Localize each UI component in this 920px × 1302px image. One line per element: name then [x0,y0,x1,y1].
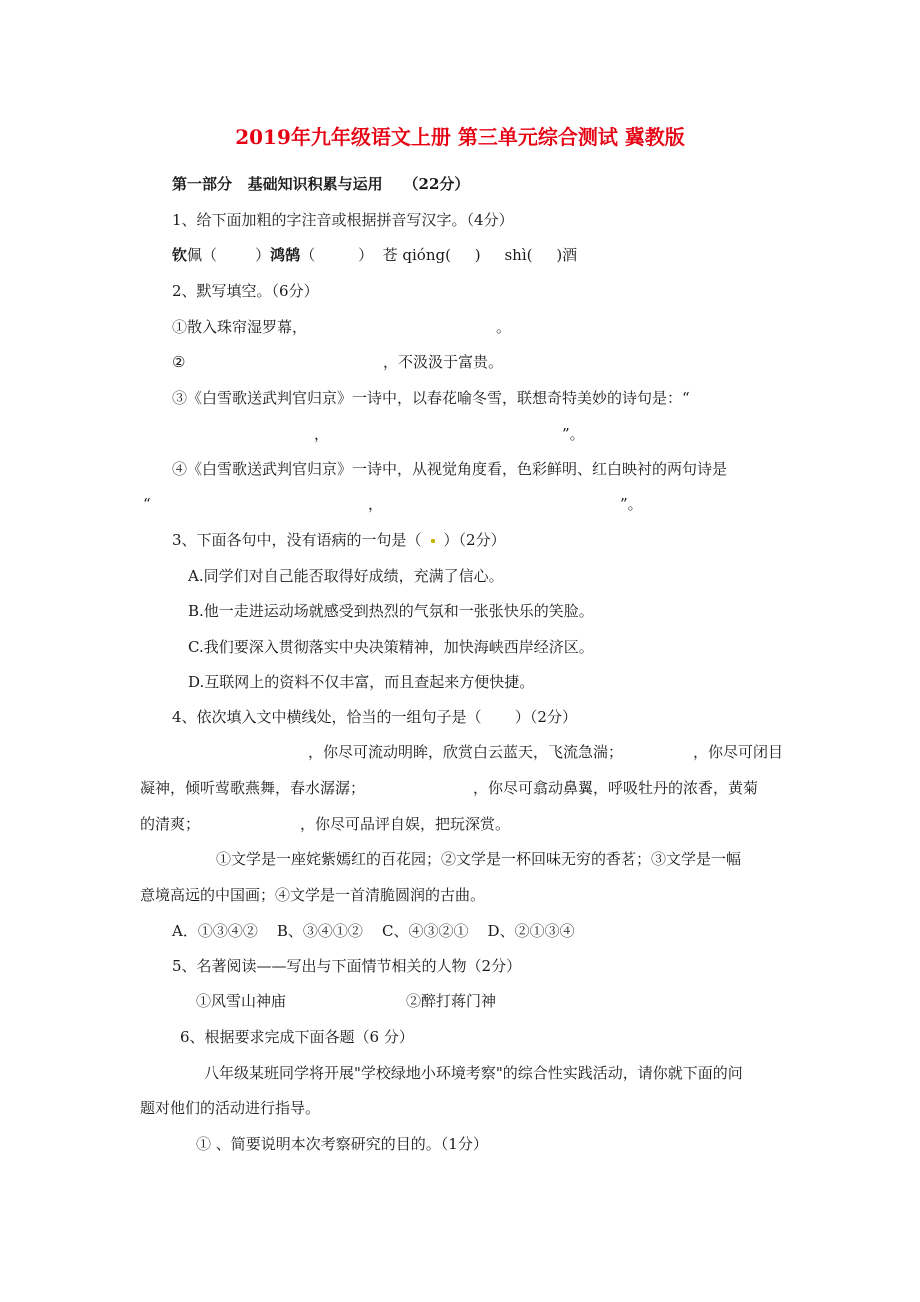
document-title: 2019年九年级语文上册 第三单元综合测试 冀教版 [235,125,685,149]
q2-line-1-end: 。 [496,318,512,336]
q4-passage-1b: ，你尽可闭目 [693,743,784,761]
q1-items [172,245,577,265]
q4-options-1: ①文学是一座姹紫嫣红的百花园；②文学是一杯回味无穷的香茗；③文学是一幅 [216,850,742,868]
q4-passage-3a: 的清爽； [140,815,201,833]
q1-bold-word-2: 鸿鹄 [270,246,301,264]
q3-answer-blank [422,530,444,550]
q4-passage-2b: ，你尽可翕动鼻翼，呼吸牡丹的浓香，黄菊 [473,779,759,797]
q5-item-b: ②醉打蒋门神 [406,992,497,1010]
q2-line-1: ①散入珠帘湿罗幕， [172,318,308,336]
highlight-mark [431,539,435,543]
q2-line-3: ③《白雪歌送武判官归京》一诗中，以春花喻冬雪，联想奇特美妙的诗句是：“ [172,389,690,407]
q3-stem-end: ）（2分） [443,531,506,549]
q5-item-a: ①风雪山神庙 [196,992,287,1010]
q2-line-4: ④《白雪歌送武判官归京》一诗中，从视觉角度看，色彩鲜明、红白映衬的两句诗是 [172,460,728,478]
q2-line-2-end: ，不汲汲于富贵。 [383,353,504,371]
q2-line-3-close: ”。 [562,425,585,443]
q6-stem: 6、根据要求完成下面各题（6 分） [180,1028,414,1046]
q4-choices: A．①③④② B、③④①② C、④③②① D、②①③④ [172,922,575,940]
q2-line-4-open: “ [143,495,151,513]
q4-options-2: 意境高远的中国画；④文学是一首清脆圆润的古曲。 [140,886,486,904]
q6-subquestion-1: ① 、简要说明本次考察研究的目的。（1分） [196,1135,488,1153]
q6-paragraph-1: 八年级某班同学将开展"学校绿地小环境考察"的综合性实践活动，请你就下面的问 [204,1064,743,1082]
part1-heading: 第一部分 基础知识积累与运用 （22分） [172,175,470,193]
q3-option-a: A.同学们对自己能否取得好成绩，充满了信心。 [188,567,504,585]
q3-option-d: D.互联网上的资料不仅丰富，而且查起来方便快捷。 [188,673,535,691]
q3-stem-start: 3、下面各句中，没有语病的一句是（ [172,531,422,549]
q2-line-4-comma: ， [368,495,384,513]
q2-line-4-close: ”。 [620,495,643,513]
q3-option-c: C.我们要深入贯彻落实中央决策精神，加快海峡西岸经济区。 [188,638,594,656]
q2-stem: 2、默写填空。（6分） [172,282,319,300]
q1-item-rest: （ ） 苍 qióng( ) shì( )酒 [300,246,578,264]
q1-stem: 1、给下面加粗的字注音或根据拼音写汉字。（4分） [172,211,514,229]
q1-bold-word-1: 钦 [172,246,188,264]
q3-stem [172,530,506,550]
q6-paragraph-2: 题对他们的活动进行指导。 [140,1099,321,1117]
q5-stem: 5、名著阅读——写出与下面情节相关的人物（2分） [172,957,522,975]
q3-option-b: B.他一走进运动场就感受到热烈的气氛和一张张快乐的笑脸。 [188,602,594,620]
q2-line-3-comma: ， [314,425,330,443]
q1-item-1-blank: 佩（ ） [187,246,271,264]
q4-passage-3b: ，你尽可品评自娱，把玩深赏。 [300,815,511,833]
q4-passage-2a: 凝神，倾听莺歌燕舞，春水潺潺； [140,779,366,797]
q4-passage-1a: ，你尽可流动明眸，欣赏白云蓝天，飞流急湍； [308,743,624,761]
q2-line-2-start: ② [172,353,186,371]
q4-stem: 4、依次填入文中横线处，恰当的一组句子是（ ）（2分） [172,708,577,726]
